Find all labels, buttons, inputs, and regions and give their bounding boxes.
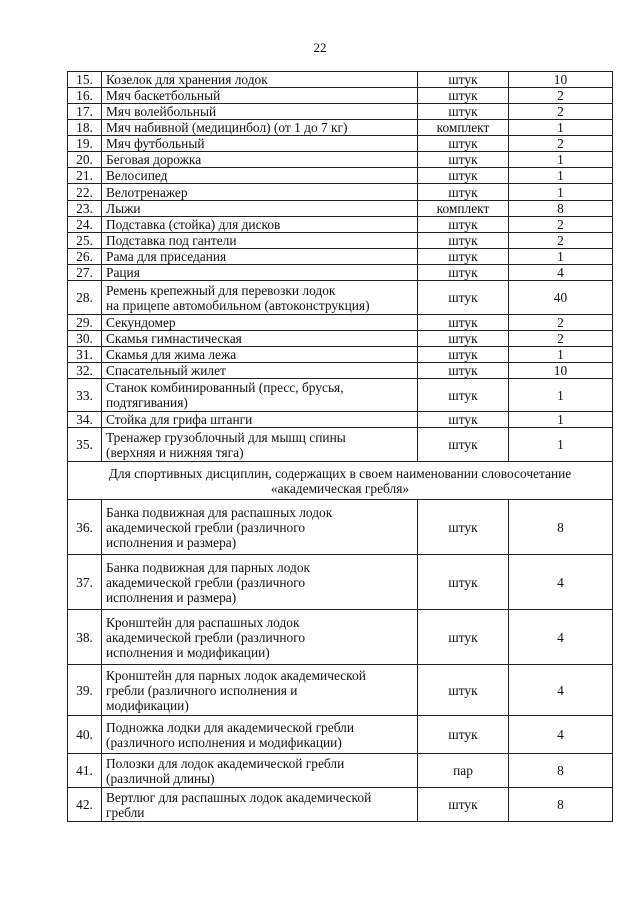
table-row — [68, 152, 613, 168]
item-name-line: Велотренажер — [106, 184, 188, 200]
item-unit: штук — [418, 136, 509, 152]
item-name-cell — [102, 363, 418, 379]
section-header-line: «академическая гребля» — [270, 480, 410, 496]
item-number: 39. — [68, 665, 102, 716]
item-number: 17. — [68, 104, 102, 120]
item-quantity: 10 — [509, 72, 613, 88]
item-quantity: 2 — [509, 233, 613, 249]
item-number: 21. — [68, 168, 102, 184]
item-unit: штук — [418, 610, 509, 665]
table-row — [68, 754, 613, 788]
item-name-line: Ремень крепежный для перевозки лодок — [106, 282, 336, 298]
item-unit: штук — [418, 363, 509, 379]
item-number: 34. — [68, 412, 102, 428]
item-name-cell — [102, 201, 418, 217]
item-name-line: Велосипед — [106, 168, 168, 183]
table-row — [68, 363, 613, 379]
item-quantity: 1 — [509, 347, 613, 363]
item-name-line: Подставка (стойка) для дисков — [106, 217, 281, 232]
table-row — [68, 120, 613, 136]
table-row — [68, 104, 613, 120]
item-number: 30. — [68, 331, 102, 347]
item-name-cell — [102, 184, 418, 201]
item-number: 22. — [68, 184, 102, 201]
item-number: 15. — [68, 72, 102, 88]
item-name-cell — [102, 788, 418, 822]
item-quantity: 1 — [509, 152, 613, 168]
item-unit: штук — [418, 217, 509, 233]
item-unit: штук — [418, 233, 509, 249]
item-unit: штук — [418, 500, 509, 555]
item-quantity: 4 — [509, 665, 613, 716]
table-row — [68, 555, 613, 610]
table-row — [68, 331, 613, 347]
item-name-line: Полозки для лодок академической гребли — [106, 755, 345, 771]
table-row — [68, 428, 613, 462]
item-quantity: 1 — [509, 412, 613, 428]
item-name-line: Тренажер грузоблочный для мышц спины — [106, 429, 346, 445]
item-name-line: Банка подвижная для распашных лодок — [106, 504, 333, 520]
item-number: 19. — [68, 136, 102, 152]
item-number: 28. — [68, 281, 102, 315]
item-name-cell — [102, 249, 418, 265]
item-unit: штук — [418, 265, 509, 281]
item-unit: комплект — [418, 120, 509, 136]
item-name-cell — [102, 610, 418, 665]
item-name-cell — [102, 500, 418, 555]
table-row — [68, 136, 613, 152]
item-number: 24. — [68, 217, 102, 233]
item-unit: штук — [418, 412, 509, 428]
item-quantity: 1 — [509, 120, 613, 136]
item-name-cell — [102, 379, 418, 412]
table-row — [68, 500, 613, 555]
item-quantity: 4 — [509, 610, 613, 665]
table-row — [68, 281, 613, 315]
item-name-line: Рама для приседания — [106, 249, 227, 264]
item-name-line: (различного исполнения и модификации) — [106, 734, 342, 750]
item-number: 29. — [68, 315, 102, 331]
item-quantity: 4 — [509, 716, 613, 754]
item-number: 31. — [68, 347, 102, 363]
table-row — [68, 233, 613, 249]
table-row — [68, 379, 613, 412]
item-unit: штук — [418, 665, 509, 716]
table-row — [68, 249, 613, 265]
item-name-cell — [102, 72, 418, 88]
item-unit: штук — [418, 331, 509, 347]
item-quantity: 2 — [509, 217, 613, 233]
table-row — [68, 217, 613, 233]
table-row — [68, 88, 613, 104]
item-quantity: 8 — [509, 201, 613, 217]
item-name-line: (различной длины) — [106, 770, 215, 786]
item-unit: штук — [418, 152, 509, 168]
item-name-cell — [102, 315, 418, 331]
item-name-line: академической гребли (различного — [106, 629, 306, 645]
table-row — [68, 72, 613, 88]
item-number: 23. — [68, 201, 102, 217]
item-name-line: Козелок для хранения лодок — [106, 72, 268, 87]
item-number: 27. — [68, 265, 102, 281]
item-name-cell — [102, 412, 418, 428]
item-name-line: Мяч набивной (медицинбол) (от 1 до 7 кг) — [106, 120, 348, 135]
item-name-line: Лыжи — [106, 201, 141, 216]
item-unit: штук — [418, 104, 509, 120]
item-number: 40. — [68, 716, 102, 754]
item-unit: пар — [418, 754, 509, 788]
item-name-line: Беговая дорожка — [106, 152, 202, 167]
item-name-cell — [102, 233, 418, 249]
item-number: 18. — [68, 120, 102, 136]
item-name-line: академической гребли (различного — [106, 574, 306, 590]
item-name-cell — [102, 265, 418, 281]
item-name-cell — [102, 347, 418, 363]
item-quantity: 10 — [509, 363, 613, 379]
item-unit: штук — [418, 428, 509, 462]
item-name-line: гребли (различного исполнения и — [106, 682, 298, 698]
item-unit: штук — [418, 72, 509, 88]
item-unit: комплект — [418, 201, 509, 217]
item-unit: штук — [418, 379, 509, 412]
table-body — [68, 72, 613, 822]
item-number: 33. — [68, 379, 102, 412]
item-unit: штук — [418, 555, 509, 610]
item-number: 42. — [68, 788, 102, 822]
item-name-cell — [102, 428, 418, 462]
item-name-cell — [102, 281, 418, 315]
item-name-line: Подставка под гантели — [106, 233, 237, 248]
item-quantity: 1 — [509, 184, 613, 201]
page-number: 22 — [313, 40, 327, 55]
item-unit: штук — [418, 184, 509, 201]
item-quantity: 8 — [509, 754, 613, 788]
table-row — [68, 412, 613, 428]
item-number: 38. — [68, 610, 102, 665]
item-name-line: Вертлюг для распашных лодок академической — [106, 789, 372, 805]
item-name-line: исполнения и размера) — [106, 534, 237, 550]
item-unit: штук — [418, 315, 509, 331]
item-name-line: академической гребли (различного — [106, 519, 306, 535]
section-header-row — [68, 462, 613, 500]
item-name-cell — [102, 168, 418, 184]
item-name-line: на прицепе автомобильном (автоконструкция) — [106, 297, 370, 313]
item-number: 37. — [68, 555, 102, 610]
item-name-cell — [102, 88, 418, 104]
item-unit: штук — [418, 716, 509, 754]
table-row — [68, 665, 613, 716]
table-row — [68, 788, 613, 822]
item-quantity: 1 — [509, 379, 613, 412]
item-name-cell — [102, 136, 418, 152]
item-quantity: 4 — [509, 265, 613, 281]
item-name-line: Мяч баскетбольный — [106, 88, 221, 103]
item-name-line: гребли — [106, 804, 145, 820]
item-quantity: 40 — [509, 281, 613, 315]
section-header-line: Для спортивных дисциплин, содержащих в своем наименовании словосочетание — [108, 465, 572, 481]
table-row — [68, 184, 613, 201]
item-name-line: Подножка лодки для академической гребли — [106, 719, 355, 735]
item-name-line: (верхняя и нижняя тяга) — [106, 444, 244, 460]
item-name-line: Стойка для грифа штанги — [106, 412, 253, 427]
item-name-line: Станок комбинированный (пресс, брусья, — [106, 380, 344, 395]
item-name-line: Скамья гимнастическая — [106, 331, 242, 346]
item-name-line: Мяч футбольный — [106, 136, 205, 151]
item-unit: штук — [418, 281, 509, 315]
item-name-line: Кронштейн для парных лодок академической — [106, 667, 366, 683]
item-quantity: 8 — [509, 788, 613, 822]
table-row — [68, 201, 613, 217]
item-name-line: модификации) — [106, 697, 189, 713]
item-quantity: 4 — [509, 555, 613, 610]
item-name-cell — [102, 152, 418, 168]
item-name-cell — [102, 754, 418, 788]
item-number: 36. — [68, 500, 102, 555]
item-name-cell — [102, 331, 418, 347]
table-row — [68, 315, 613, 331]
item-unit: штук — [418, 168, 509, 184]
item-name-line: Скамья для жима лежа — [106, 347, 237, 362]
table-row — [68, 347, 613, 363]
item-name-line: исполнения и размера) — [106, 589, 237, 605]
item-unit: штук — [418, 347, 509, 363]
item-name-line: исполнения и модификации) — [106, 644, 270, 660]
item-name-line: Мяч волейбольный — [106, 104, 217, 119]
item-name-line: Спасательный жилет — [106, 363, 226, 378]
item-name-line: Секундомер — [106, 315, 176, 330]
equipment-table — [67, 71, 613, 822]
item-name-cell — [102, 217, 418, 233]
item-name-line: подтягивания) — [106, 395, 188, 410]
item-number: 16. — [68, 88, 102, 104]
item-quantity: 8 — [509, 500, 613, 555]
item-number: 20. — [68, 152, 102, 168]
item-quantity: 2 — [509, 88, 613, 104]
item-quantity: 2 — [509, 331, 613, 347]
item-quantity: 2 — [509, 104, 613, 120]
item-name-cell — [102, 555, 418, 610]
item-name-cell — [102, 665, 418, 716]
item-unit: штук — [418, 788, 509, 822]
table-row — [68, 168, 613, 184]
item-name-line: Рация — [106, 265, 140, 280]
item-number: 25. — [68, 233, 102, 249]
item-name-line: Банка подвижная для парных лодок — [106, 559, 311, 575]
item-name-line: Кронштейн для распашных лодок — [106, 614, 300, 630]
table-row — [68, 716, 613, 754]
item-number: 26. — [68, 249, 102, 265]
item-number: 32. — [68, 363, 102, 379]
item-quantity: 2 — [509, 315, 613, 331]
item-quantity: 1 — [509, 168, 613, 184]
item-number: 35. — [68, 428, 102, 462]
item-quantity: 1 — [509, 428, 613, 462]
section-header — [68, 462, 613, 500]
table-row — [68, 610, 613, 665]
item-quantity: 2 — [509, 136, 613, 152]
item-number: 41. — [68, 754, 102, 788]
table-row — [68, 265, 613, 281]
item-name-cell — [102, 120, 418, 136]
item-name-cell — [102, 716, 418, 754]
item-unit: штук — [418, 88, 509, 104]
item-quantity: 1 — [509, 249, 613, 265]
item-unit: штук — [418, 249, 509, 265]
item-name-cell — [102, 104, 418, 120]
